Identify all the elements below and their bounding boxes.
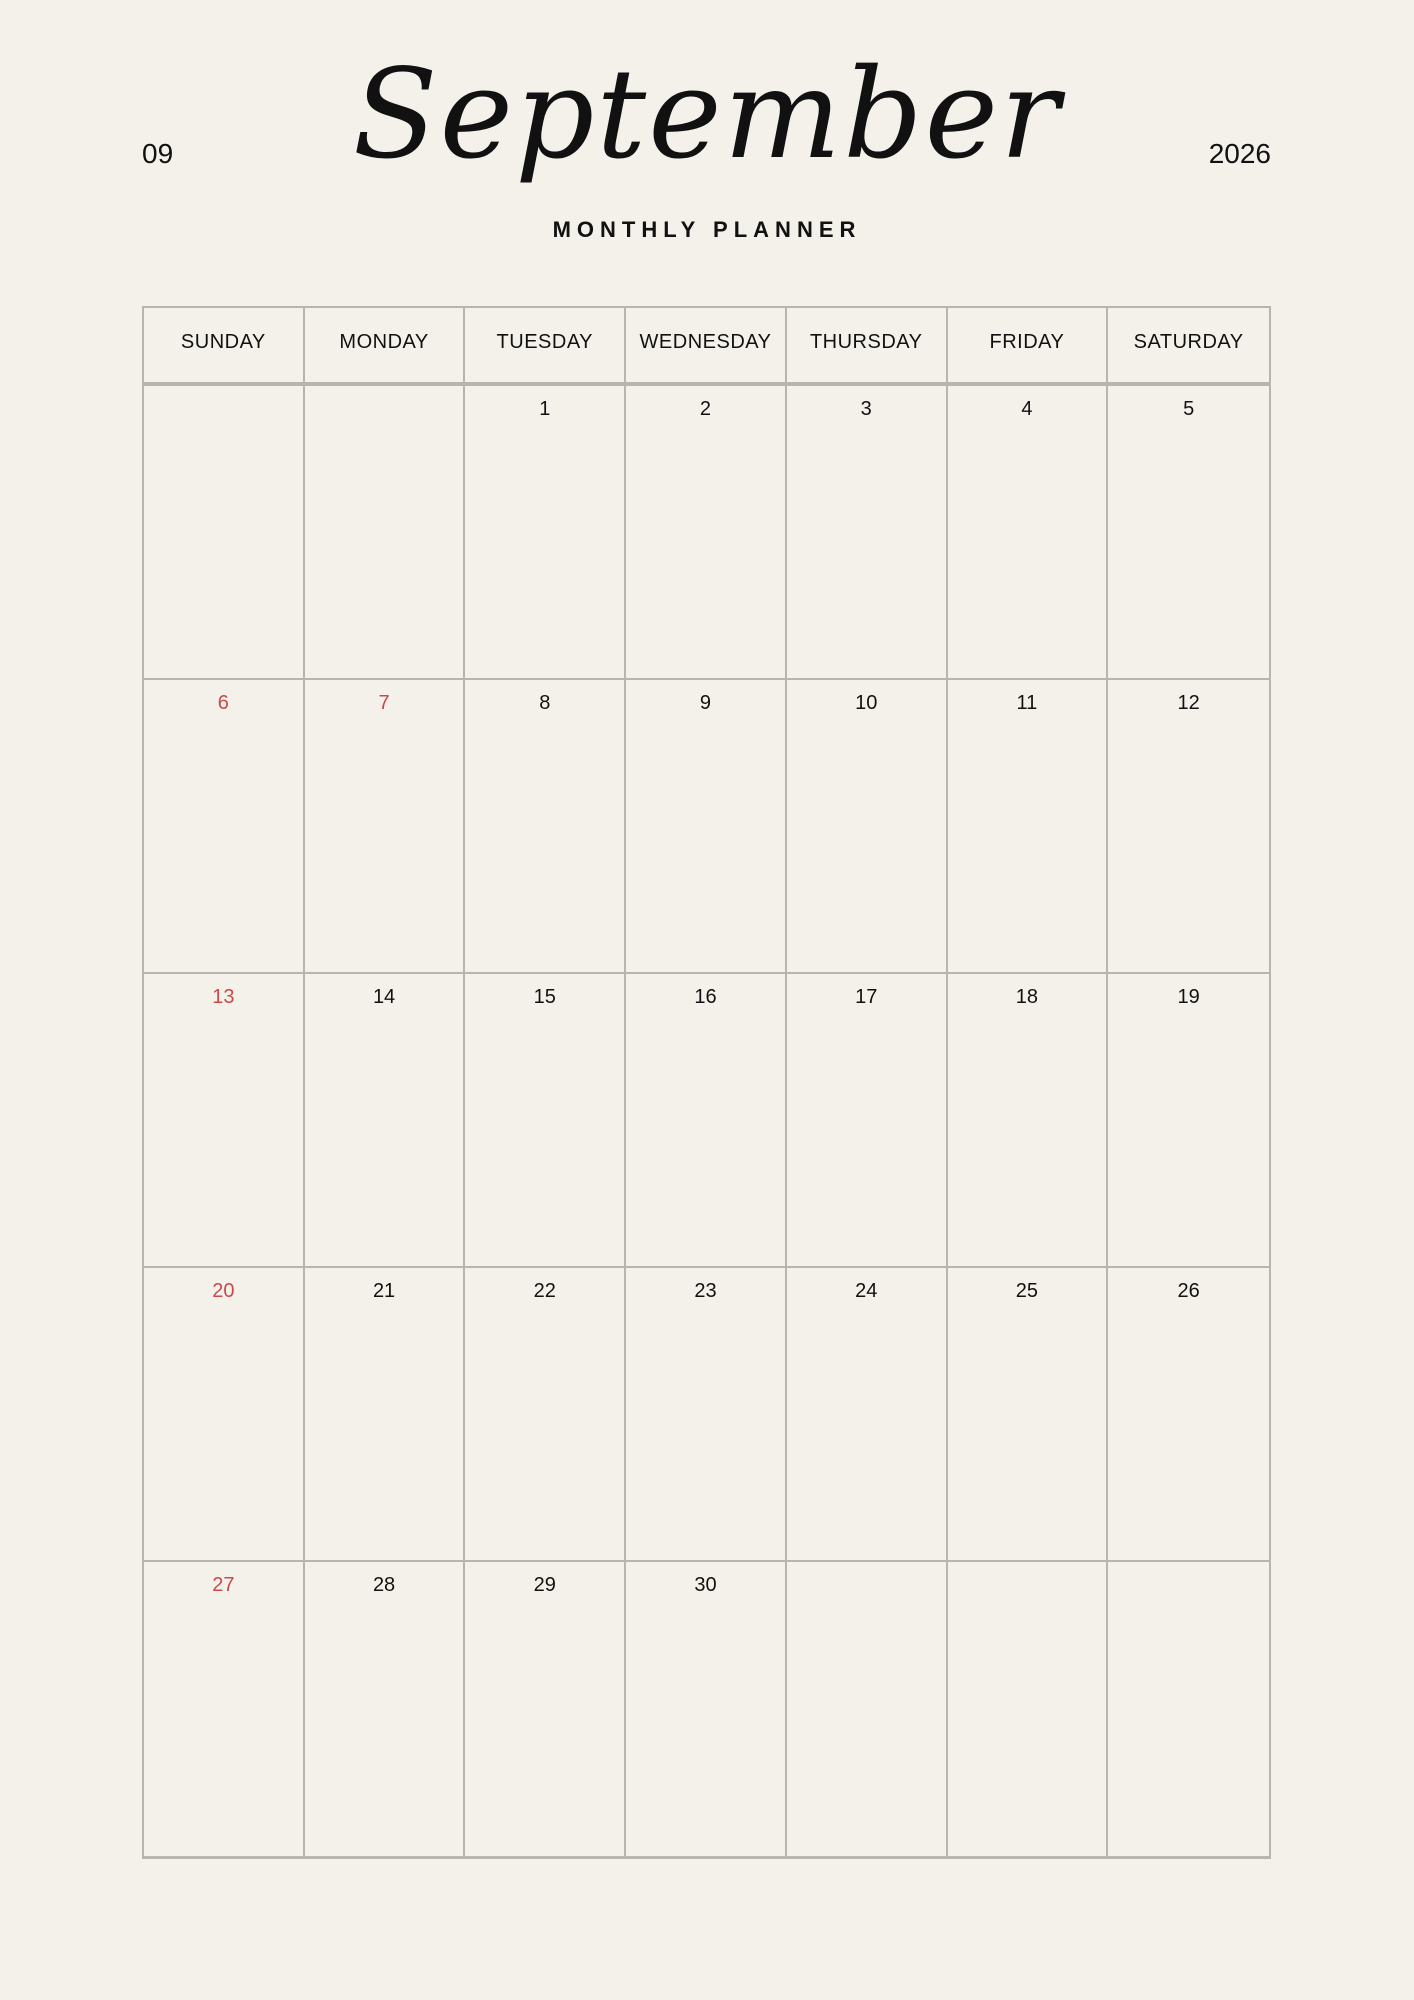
day-number: 19 [1177,986,1200,1008]
day-cell[interactable] [465,974,626,1268]
day-cell[interactable] [626,1268,787,1562]
day-cell[interactable] [465,386,626,680]
day-cell[interactable] [305,386,466,680]
day-cell[interactable] [144,1268,305,1562]
day-cell[interactable] [948,974,1109,1268]
day-number: 12 [1177,692,1200,714]
day-number: 30 [694,1574,717,1596]
day-cell[interactable] [626,1562,787,1856]
day-cell[interactable] [305,1268,466,1562]
day-cell[interactable] [1108,1268,1269,1562]
day-cell[interactable] [305,1562,466,1856]
day-cell[interactable] [1108,386,1269,680]
weekday-header-saturday: SATURDAY [1108,308,1269,386]
weekday-header-wednesday: WEDNESDAY [626,308,787,386]
year: 2026 [1208,138,1271,169]
weekday-header-friday: FRIDAY [948,308,1109,386]
day-number: 11 [1016,692,1038,714]
day-number: 14 [372,986,396,1008]
day-number: 7 [378,692,390,714]
day-number: 17 [855,986,878,1008]
day-cell[interactable] [305,680,466,974]
day-number: 9 [699,692,712,714]
day-number: 16 [694,986,717,1008]
day-cell[interactable] [787,386,948,680]
day-number: 21 [372,1280,396,1302]
day-number: 1 [539,398,551,420]
weekday-header-thursday: THURSDAY [787,308,948,386]
day-cell[interactable] [144,1562,305,1856]
day-number: 3 [860,398,872,420]
day-number: 13 [212,986,235,1008]
day-number: 26 [1177,1280,1200,1302]
day-number: 28 [372,1574,396,1596]
day-cell[interactable] [626,974,787,1268]
day-cell[interactable] [948,1562,1109,1856]
day-cell[interactable] [1108,1562,1269,1856]
day-number: 2 [699,398,712,420]
day-cell[interactable] [787,974,948,1268]
day-number: 20 [212,1280,235,1302]
calendar-grid [142,306,1271,1859]
day-number: 25 [1015,1280,1039,1302]
day-number: 24 [855,1280,878,1302]
day-cell[interactable] [465,1268,626,1562]
day-cell[interactable] [465,680,626,974]
day-cell[interactable] [144,386,305,680]
day-number: 23 [694,1280,717,1302]
day-number: 4 [1021,398,1033,420]
day-cell[interactable] [1108,974,1269,1268]
day-number: 5 [1183,398,1195,420]
day-cell[interactable] [626,386,787,680]
planner-subtitle: MONTHLY PLANNER [552,217,862,242]
day-number: 27 [212,1574,235,1596]
weekday-header-tuesday: TUESDAY [465,308,626,386]
day-cell[interactable] [948,386,1109,680]
day-number: 22 [533,1280,556,1302]
day-number: 8 [539,692,551,714]
day-cell[interactable] [465,1562,626,1856]
day-number: 10 [855,692,878,714]
day-cell[interactable] [787,1268,948,1562]
month-number: 09 [142,138,174,169]
day-number: 15 [533,986,556,1008]
day-cell[interactable] [948,680,1109,974]
day-cell[interactable] [626,680,787,974]
weekday-header-monday: MONDAY [305,308,466,386]
day-cell[interactable] [787,1562,948,1856]
day-cell[interactable] [787,680,948,974]
weekday-header-sunday: SUNDAY [144,308,305,386]
day-cell[interactable] [144,680,305,974]
day-number: 6 [217,692,229,714]
day-cell[interactable] [144,974,305,1268]
day-number: 18 [1015,986,1039,1008]
day-cell[interactable] [948,1268,1109,1562]
day-cell[interactable] [305,974,466,1268]
month-title: September [352,43,1062,187]
day-number: 29 [533,1574,556,1596]
day-cell[interactable] [1108,680,1269,974]
